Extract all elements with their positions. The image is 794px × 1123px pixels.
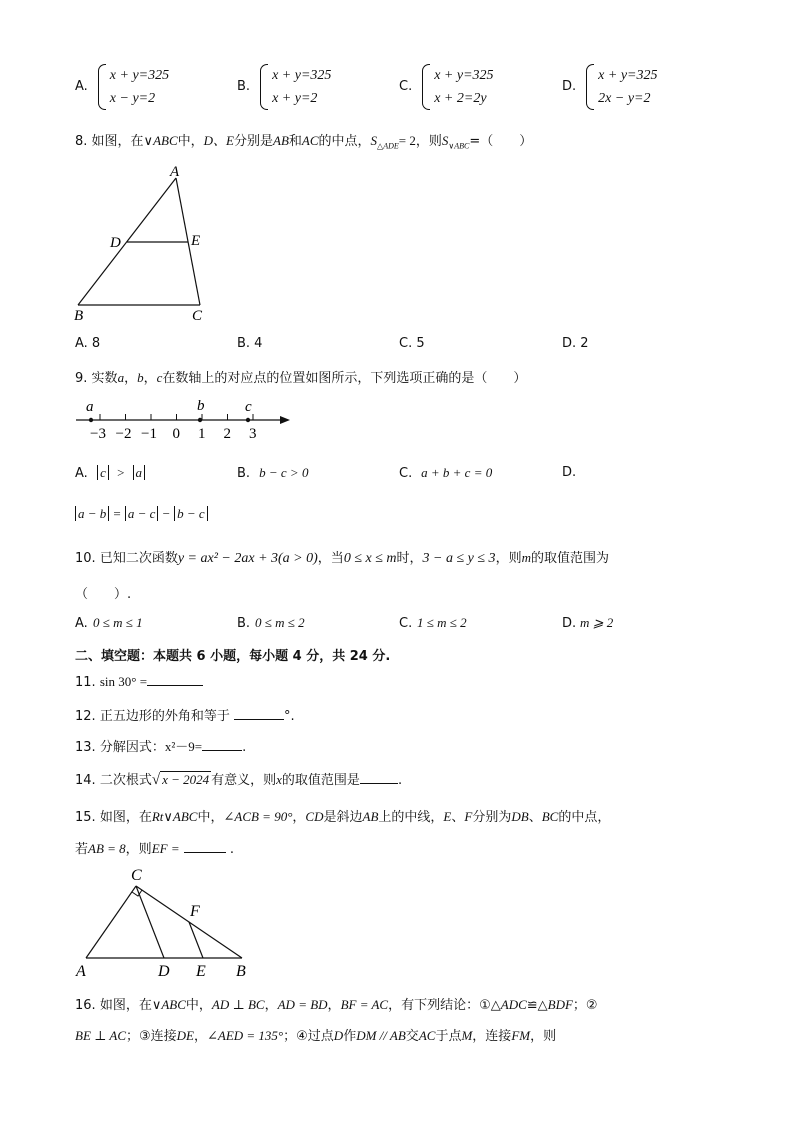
q9-tick-label: 1 [198,426,206,442]
q10-t3: 时， [396,551,423,566]
q16-l2-2: ；③连接 [125,1029,177,1044]
q9-option-d-abs2: a − c [125,506,159,521]
q9-var-b: b [137,370,144,385]
q7-option-c-eq1: x + y=325 [434,68,494,83]
q14-x: x [276,772,282,787]
q15-right-angle-mark [132,890,142,896]
q9-option-d-abs1: a − b [75,506,109,521]
q9-tick-label: 0 [172,426,180,442]
q15-ab8: AB = 8 [88,841,126,856]
q7-option-d-eq1: x + y=325 [598,68,658,83]
q16-s2: ， [327,998,341,1013]
q11 [75,674,203,690]
q7-option-c [399,64,494,110]
q15-number: 15. [75,810,96,825]
q7-option-a-letter: A. [75,79,88,94]
q16-abc: ABC [161,997,186,1012]
q9-option-a [75,465,145,481]
q15-answer-blank[interactable] [184,852,226,853]
q15-line2 [75,838,234,857]
q9-option-d-abs3: b − c [174,506,208,521]
q16-adc: ADC [500,997,527,1012]
q7-option-d-letter: D. [562,79,577,94]
q10-option-d-text: m ⩾ 2 [580,615,614,630]
q15-t1: 如图，在 [99,810,152,825]
q7-option-c-letter: C. [399,79,413,94]
q9-text: 实数 [91,371,118,386]
q16-l2-6: 交 [405,1029,419,1044]
q10-option-d-letter: D. [562,616,577,631]
q8-s-abc-sub: ∨ABC [448,141,470,151]
q9-tick-label: −2 [115,426,132,442]
q9-tick-label: −1 [141,426,157,442]
q8-text-b: 中， [177,134,204,149]
q9-option-a-gt: > [117,465,125,480]
q9-stem: 9. 实数a，b，c在数轴上的对应点的位置如图所示，下列选项正确的是（ ） [75,370,527,386]
q10-option-b-letter: B. [237,616,251,631]
q8-ab: AB [273,133,289,148]
q16-ac: AC [418,1028,436,1043]
q8-label-c: C [192,308,203,324]
q7-option-d-eq2: 2x − y=2 [598,91,651,106]
q7-option-b-eq2: x + y=2 [272,91,318,106]
q8-ac: AC [301,133,319,148]
q16-line1 [75,994,598,1013]
q8-option-a: A. 8 [75,336,101,351]
q9-point-a [89,418,93,422]
q8-s-ade-sub: △ADE [377,141,399,151]
q7-option-b-eq1: x + y=325 [272,68,332,83]
q15-tail: . [229,842,235,857]
q16-fm: FM [511,1028,531,1043]
q15-triangle-figure [70,862,260,982]
q9-number-line [70,395,300,445]
q9-number: 9. [75,371,88,386]
q16-bdf: BDF [547,997,573,1012]
q16-t3: ，有下列结论：①△ [388,998,501,1013]
q10-option-a-text: 0 ≤ m ≤ 1 [93,615,143,630]
q16-d: D [333,1028,344,1043]
q10-option-d [562,615,613,631]
q16-c3: BF = AC [340,997,389,1012]
q10-option-c [399,615,467,631]
q10-option-c-text: 1 ≤ m ≤ 2 [417,615,467,630]
q8-number: 8. [75,134,88,149]
q11-answer-blank[interactable] [147,685,203,686]
q8-text-a: 如图，在∨ [91,134,154,149]
q15-line2-a: 若 [75,842,89,857]
q12-text: 正五边形的外角和等于 [99,709,230,724]
q16-t4: ；② [572,998,598,1013]
q9-tick-label: 2 [223,426,231,442]
q8-option-b: B. 4 [237,336,263,351]
q9-option-b [237,465,308,481]
q15-ef: EF = [151,841,180,856]
q14-t2: 有意义，则 [211,773,277,788]
q7-option-c-eq2: x + 2=2y [434,91,487,106]
q16-l2-8: ，连接 [472,1029,512,1044]
q8-label-d: D [110,235,121,251]
q15-median-cd [136,886,164,958]
q13-answer-blank[interactable] [202,750,242,751]
q15-t9: 的中点， [558,810,611,825]
q8-label-b: B [74,308,84,324]
q16-cong: ≌△ [526,998,548,1013]
q10-func: y = ax² − 2ax + 3(a > 0) [177,551,318,566]
q15-label-f: F [190,903,200,920]
q9-option-a-letter: A. [75,466,88,481]
q16-m: M [461,1028,473,1043]
q10-t5: 的取值范围为 [530,551,609,566]
q13-expr: x²－9= [164,739,203,754]
q16-aed: ∠AED = 135° [207,1028,284,1043]
q15-label-c: C [131,867,142,884]
q8-eq2: = 2 [398,133,416,148]
q10-option-b-text: 0 ≤ m ≤ 2 [255,615,305,630]
q7-option-a-eq1: x + y=325 [109,68,170,83]
q7-option-d [562,64,657,110]
q15-line2-b: ，则 [125,842,152,857]
q9-point-b [198,418,202,422]
q12-tail: °. [283,709,295,724]
q7-option-a-brace [98,64,106,110]
q16-c1: AD ⊥ BC [211,997,265,1012]
q8-s-abc: S [441,133,449,148]
q9-option-c-text: a + b + c = 0 [421,465,493,480]
q8-tail: =（ ） [469,134,533,149]
q10-stem [75,547,609,567]
q10-t1: 已知二次函数 [99,551,178,566]
q10-option-b [237,615,305,631]
q15-t3: ， [292,810,306,825]
q9-text2: 在数轴上的对应点的位置如图所示，下列选项正确的是（ ） [162,371,527,386]
q9-option-a-abs-c: c [97,465,109,480]
q16-s1: ， [264,998,278,1013]
q15-t6: 、 [451,810,465,825]
q7-option-b [237,64,331,110]
q11-text: sin 30° = [99,674,148,689]
q9-label-a: a [86,399,94,415]
q16-line2 [75,1025,556,1044]
q15-f: F [464,809,473,824]
q13-number: 13. [75,740,96,755]
q14-radical-sign: √ [151,772,161,788]
q8-text-e: 的中点， [318,134,371,149]
q12-answer-blank[interactable] [234,719,284,720]
q8-label-e: E [191,233,201,249]
q7-option-a [75,64,169,110]
q14-answer-blank[interactable] [360,783,398,784]
q7-option-c-brace [422,64,430,110]
q8-option-d: D. 2 [562,336,589,351]
q16-de: DE [176,1028,194,1043]
q10-option-a-letter: A. [75,616,88,631]
q16-t1: 如图，在∨ [99,998,162,1013]
q13-text: 分解因式： [99,740,165,755]
q8-text-c: 分别是 [233,134,273,149]
section-2-heading: 二、填空题：本题共 6 小题，每小题 4 分，共 24 分. [75,649,391,664]
q12 [75,705,295,724]
q15-rt: Rt∨ABC [151,809,198,824]
q16-l2-3: ， [193,1029,207,1044]
q8-abc: ABC [153,133,178,148]
q15-t5: 上的中线， [378,810,444,825]
q13-tail: . [242,740,247,755]
q15-stem [75,806,610,825]
q15-e: E [443,809,452,824]
q10-t2: ，当 [317,551,344,566]
q7-option-b-letter: B. [237,79,251,94]
q9-option-d-minus: − [162,506,170,521]
q9-option-a-abs-a: a [133,465,146,480]
q15-bc: BC [541,809,559,824]
q16-dm: DM // AB [356,1028,406,1043]
q8-triangle-figure [70,160,220,330]
q8-text-f: ，则 [415,134,442,149]
q9-label-c: c [245,399,252,415]
q9-option-d-eq: = [113,506,121,521]
q16-l2-9: ，则 [530,1029,557,1044]
q16-l2-7: 于点 [435,1029,462,1044]
q9-point-c [246,418,250,422]
q12-number: 12. [75,709,96,724]
q9-option-c [399,465,492,481]
q15-db: DB [511,809,529,824]
q10-option-c-letter: C. [399,616,413,631]
q16-t2: 中， [185,998,212,1013]
q14-number: 14. [75,773,96,788]
q8-de: D、E [203,133,234,148]
q10-option-a [75,615,143,631]
q8-s-ade: S [370,133,378,148]
q10-range1: 0 ≤ x ≤ m [343,551,397,566]
q10-t4: ，则 [495,551,522,566]
q14-radicand: x − 2024 [162,772,210,787]
q9-option-d: D. [562,465,577,480]
q15-acb: ∠ACB = 90° [223,809,293,824]
q15-t2: 中， [197,810,224,825]
q9-label-b: b [197,398,205,414]
q10-m: m [521,550,531,565]
q7-option-a-eq2: x − y=2 [109,91,156,106]
q9-option-b-letter: B. [237,466,251,481]
q14-t3: 的取值范围是 [281,773,360,788]
q11-number: 11. [75,675,96,690]
q10-number: 10. [75,551,96,566]
q14-t1: 二次根式 [99,773,152,788]
q15-cd: CD [305,809,324,824]
q16-l2-4: ；④过点 [283,1029,334,1044]
q9-tick-label: −3 [90,426,106,442]
q8-text-d: 和 [288,134,302,149]
q7-option-b-brace [260,64,268,110]
q9-option-b-text: b − c > 0 [259,465,309,480]
q16-number: 16. [75,998,96,1013]
q9-option-d-text [75,506,208,522]
q8-option-c: C. 5 [399,336,425,351]
q16-c2: AD = BD [277,997,328,1012]
q13 [75,736,246,755]
q14 [75,769,402,789]
q15-label-e: E [196,963,206,980]
q8-stem [75,130,532,151]
q14-tail: . [397,773,403,788]
q15-ab: AB [362,809,379,824]
q15-label-a: A [76,963,86,980]
q10-paren: （ ）. [75,587,132,602]
q15-label-d: D [158,963,170,980]
q15-t7: 分别为 [472,810,512,825]
q7-option-d-brace [586,64,594,110]
q9-tick-label: 3 [249,426,257,442]
q15-label-b: B [236,963,246,980]
q15-side-ac [86,886,136,958]
q10-range2: 3 − a ≤ y ≤ 3 [422,551,496,566]
q16-l2-5: 作 [343,1029,357,1044]
q9-axis-arrow [280,416,290,424]
q15-t4: 是斜边 [323,810,363,825]
q9-var-a: a [117,370,125,385]
q8-label-a: A [170,164,180,180]
q15-t8: 、 [528,810,542,825]
q9-var-c: c [156,370,163,385]
q9-option-c-letter: C. [399,466,413,481]
q16-l2-1: BE ⊥ AC [75,1028,126,1043]
